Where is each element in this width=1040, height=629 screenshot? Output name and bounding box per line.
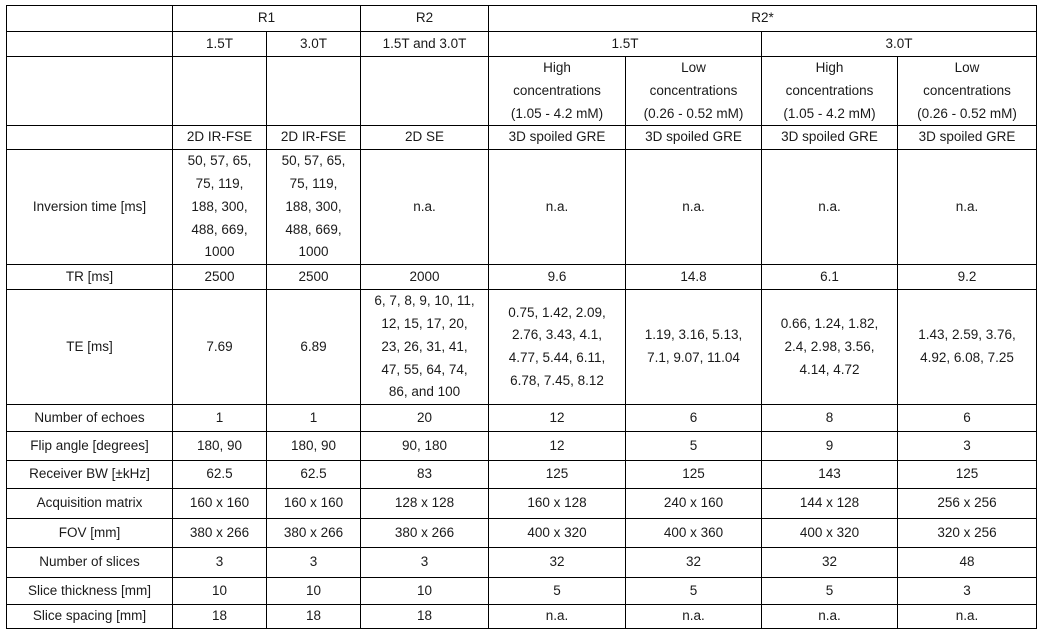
concentration-header: High concentrations (1.05 - 4.2 mM) — [762, 57, 898, 126]
table-cell: n.a. — [361, 150, 489, 265]
table-cell: 143 — [762, 461, 898, 489]
table-cell: 125 — [489, 461, 626, 489]
table-cell: 6.1 — [762, 265, 898, 290]
table-cell: 125 — [626, 461, 762, 489]
mri-protocol-table — [6, 5, 1037, 629]
header-corner-cell — [7, 57, 173, 126]
table-row-acquisition-matrix — [7, 489, 1037, 519]
table-row-slice-thickness — [7, 578, 1037, 605]
concentration-header: Low concentrations (0.26 - 0.52 mM) — [898, 57, 1037, 126]
table-cell: 90, 180 — [361, 432, 489, 461]
table-cell: 9 — [762, 432, 898, 461]
header-row-field-strength — [7, 32, 1037, 57]
row-label: Inversion time [ms] — [7, 150, 173, 265]
empty-cell — [267, 57, 361, 126]
table-cell: 6 — [898, 405, 1037, 432]
sequence-header: 3D spoiled GRE — [489, 126, 626, 150]
table-cell: 160 x 128 — [489, 489, 626, 519]
table-cell: 83 — [361, 461, 489, 489]
row-label: FOV [mm] — [7, 519, 173, 548]
header-corner-cell — [7, 126, 173, 150]
sequence-header: 3D spoiled GRE — [762, 126, 898, 150]
table-cell: 50, 57, 65, 75, 119, 188, 300, 488, 669, 1000 — [173, 150, 267, 265]
table-cell: n.a. — [762, 605, 898, 629]
table-row-slice-spacing — [7, 605, 1037, 629]
table-row-inversion-time — [7, 150, 1037, 265]
concentration-header: Low concentrations (0.26 - 0.52 mM) — [626, 57, 762, 126]
table-cell: 380 x 266 — [173, 519, 267, 548]
table-cell: 0.75, 1.42, 2.09, 2.76, 3.43, 4.1, 4.77, 5.44, 6.11, 6.78, 7.45, 8.12 — [489, 290, 626, 405]
table-cell: 3 — [267, 548, 361, 578]
field-header: 3.0T — [267, 32, 361, 57]
row-label: Slice thickness [mm] — [7, 578, 173, 605]
table-cell: 8 — [762, 405, 898, 432]
table-cell: 62.5 — [267, 461, 361, 489]
table-cell: 160 x 160 — [173, 489, 267, 519]
field-header: 1.5T — [173, 32, 267, 57]
table-cell: 20 — [361, 405, 489, 432]
header-corner-cell — [7, 32, 173, 57]
table-cell: n.a. — [898, 605, 1037, 629]
header-corner-cell — [7, 6, 173, 32]
table-cell: n.a. — [489, 150, 626, 265]
table-cell: 18 — [173, 605, 267, 629]
table-cell: 1.43, 2.59, 3.76, 4.92, 6.08, 7.25 — [898, 290, 1037, 405]
table-cell: 9.2 — [898, 265, 1037, 290]
table-cell: 32 — [626, 548, 762, 578]
table-row-fov — [7, 519, 1037, 548]
table-cell: 10 — [361, 578, 489, 605]
table-cell: 128 x 128 — [361, 489, 489, 519]
table-cell: 1 — [173, 405, 267, 432]
table-cell: 7.69 — [173, 290, 267, 405]
sequence-header: 2D IR-FSE — [173, 126, 267, 150]
header-row-groups — [7, 6, 1037, 32]
table-cell: n.a. — [898, 150, 1037, 265]
table-cell: 240 x 160 — [626, 489, 762, 519]
table-cell: 1.19, 3.16, 5.13, 7.1, 9.07, 11.04 — [626, 290, 762, 405]
table-cell: 48 — [898, 548, 1037, 578]
table-row-tr — [7, 265, 1037, 290]
table-cell: 5 — [489, 578, 626, 605]
field-header: 3.0T — [762, 32, 1037, 57]
table-cell: 2500 — [173, 265, 267, 290]
table-cell: 256 x 256 — [898, 489, 1037, 519]
table-cell: 1 — [267, 405, 361, 432]
table-cell: 125 — [898, 461, 1037, 489]
field-header: 1.5T — [489, 32, 762, 57]
table-cell: 32 — [489, 548, 626, 578]
row-label: Number of slices — [7, 548, 173, 578]
row-label: Flip angle [degrees] — [7, 432, 173, 461]
table-cell: 12 — [489, 405, 626, 432]
empty-cell — [173, 57, 267, 126]
table-cell: 14.8 — [626, 265, 762, 290]
table-cell: n.a. — [626, 150, 762, 265]
table-cell: 5 — [626, 578, 762, 605]
table-cell: 50, 57, 65, 75, 119, 188, 300, 488, 669, 1000 — [267, 150, 361, 265]
row-label: TE [ms] — [7, 290, 173, 405]
table-cell: 400 x 320 — [762, 519, 898, 548]
table-cell: n.a. — [489, 605, 626, 629]
table-cell: 6, 7, 8, 9, 10, 11, 12, 15, 17, 20, 23, 26, 31, 41, 47, 55, 64, 74, 86, and 100 — [361, 290, 489, 405]
table-cell: 18 — [267, 605, 361, 629]
table-cell: 320 x 256 — [898, 519, 1037, 548]
table-cell: 0.66, 1.24, 1.82, 2.4, 2.98, 3.56, 4.14, 4.72 — [762, 290, 898, 405]
table-cell: 2500 — [267, 265, 361, 290]
table-row-receiver-bw — [7, 461, 1037, 489]
group-header-r2star: R2* — [489, 6, 1037, 32]
table-cell: 380 x 266 — [361, 519, 489, 548]
sequence-header: 2D SE — [361, 126, 489, 150]
table-cell: 10 — [173, 578, 267, 605]
table-cell: 160 x 160 — [267, 489, 361, 519]
table-cell: n.a. — [626, 605, 762, 629]
table-cell: 3 — [898, 578, 1037, 605]
group-header-r1: R1 — [173, 6, 361, 32]
row-label: Slice spacing [mm] — [7, 605, 173, 629]
table-cell: 144 x 128 — [762, 489, 898, 519]
table-row-number-of-slices — [7, 548, 1037, 578]
row-label: TR [ms] — [7, 265, 173, 290]
table-cell: 12 — [489, 432, 626, 461]
table-cell: 18 — [361, 605, 489, 629]
table-cell: n.a. — [762, 150, 898, 265]
field-header: 1.5T and 3.0T — [361, 32, 489, 57]
row-label: Number of echoes — [7, 405, 173, 432]
group-header-r2: R2 — [361, 6, 489, 32]
table-row-te — [7, 290, 1037, 405]
sequence-header: 3D spoiled GRE — [898, 126, 1037, 150]
sequence-header: 2D IR-FSE — [267, 126, 361, 150]
table-cell: 5 — [762, 578, 898, 605]
table-cell: 32 — [762, 548, 898, 578]
table-cell: 9.6 — [489, 265, 626, 290]
sequence-header: 3D spoiled GRE — [626, 126, 762, 150]
row-label: Receiver BW [±kHz] — [7, 461, 173, 489]
table-cell: 400 x 320 — [489, 519, 626, 548]
table-cell: 10 — [267, 578, 361, 605]
table-cell: 380 x 266 — [267, 519, 361, 548]
header-row-sequence — [7, 126, 1037, 150]
table-row-flip-angle — [7, 432, 1037, 461]
table-cell: 3 — [898, 432, 1037, 461]
table-cell: 180, 90 — [173, 432, 267, 461]
concentration-header: High concentrations (1.05 - 4.2 mM) — [489, 57, 626, 126]
table-row-number-of-echoes — [7, 405, 1037, 432]
table-cell: 400 x 360 — [626, 519, 762, 548]
header-row-concentration — [7, 57, 1037, 126]
table-cell: 5 — [626, 432, 762, 461]
table-cell: 6 — [626, 405, 762, 432]
table-cell: 62.5 — [173, 461, 267, 489]
table-cell: 180, 90 — [267, 432, 361, 461]
table-cell: 6.89 — [267, 290, 361, 405]
table-cell: 3 — [361, 548, 489, 578]
empty-cell — [361, 57, 489, 126]
table-cell: 3 — [173, 548, 267, 578]
table-cell: 2000 — [361, 265, 489, 290]
row-label: Acquisition matrix — [7, 489, 173, 519]
